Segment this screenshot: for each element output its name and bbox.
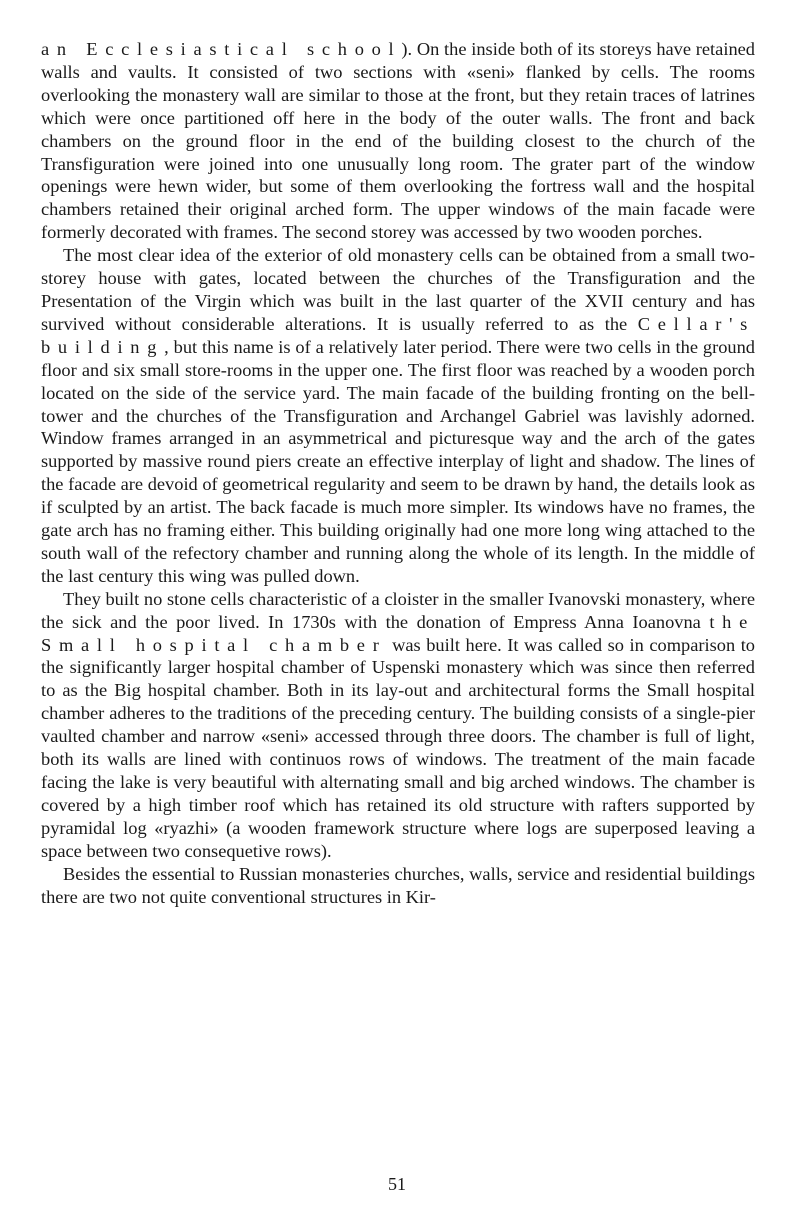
paragraph-text: , but this name is of a relatively later period. There were two cells in the ground floor and six small store-rooms in the upper one. The first floor was reached by a wooden porch located on the side of the service yard. The main facade of the building fronting on the bell-tower and the churches of the Transfiguration and Archangel Gabriel was lavishly adorned. Window frames arranged in an asymmetrical and picturesque way and the arch of the gates supported by massive round piers create an effective interplay of light and shadow. The lines of the facade are devoid of geometrical regularity and seem to be drawn by hand, the details look as if sculpted by an artist. The back facade is much more simpler. Its windows have no frames, the gate arch has no framing either. This building originally had one more long wing attached to the south wall of the refectory chamber and running along the whole of its length. In the middle of the last century this wing was pulled down. — [41, 336, 755, 586]
paragraph-4 — [41, 863, 755, 909]
spaced-term: an Ecclesiastical school — [41, 39, 402, 59]
spaced-term: the Small hospital chamber — [41, 611, 755, 655]
paragraph-text: They built no stone cells characteristic of a cloister in the smaller Ivanovski monastery, where the sick and the poor lived. In 1730s with the donation of Empress Anna Ioanovna — [41, 588, 755, 632]
paragraph-text: The most clear idea of the exterior of old monastery cells can be obtained from a small two-storey house with gates, located between the churches of the Transfiguration and the Presentation of the Virgin which was built in the last quarter of the XVII century and has survived without considerable alterations. It is usually referred to as the — [41, 245, 755, 334]
paragraph-text: Besides the essential to Russian monasteries churches, walls, service and residential buildings there are two not quite conventional structures in Kir- — [41, 863, 755, 907]
paragraph-2 — [41, 244, 755, 588]
paragraph-1 — [41, 38, 755, 244]
spaced-term: Cellar's building — [41, 313, 755, 357]
paragraph-text: was built here. It was called so in comparison to the significantly larger hospital chamber of Uspenski monastery which was since then referred to as the Big hospital chamber. Both in its lay-out and architectural forms the Small hospital chamber adheres to the traditions of the preceding century. The building consists of a single-pier vaulted chamber and narrow «seni» accessed through three doors. The chamber is full of light, both its walls are lined with continuos rows of windows. The treatment of the main facade facing the lake is very beautiful with alternating small and big arched windows. The chamber is covered by a high timber roof which has retained its old structure with rafters supported by pyramidal log «ryazhi» (a wooden framework structure where logs are superposed leaving a space between two consequetive rows). — [41, 634, 756, 861]
page-body — [41, 38, 755, 908]
paragraph-text: ). On the inside both of its storeys have retained walls and vaults. It consisted of two sections with «seni» flanked by cells. The rooms overlooking the monastery wall are similar to those at the front, but they retain traces of latrines which were once partitioned off here in the body of the outer walls. The front and back chambers on the ground floor in the end of the building closest to the church of the Transfiguration were joined into one unusually long room. The grater part of the window openings were hewn wider, but some of them overlooking the fortress wall and the hospital chambers retained their original arched form. The upper windows of the main facade were formerly decorated with frames. The second storey was accessed by two wooden porches. — [41, 39, 755, 243]
paragraph-3 — [41, 588, 755, 863]
page-number: 51 — [388, 1174, 406, 1194]
